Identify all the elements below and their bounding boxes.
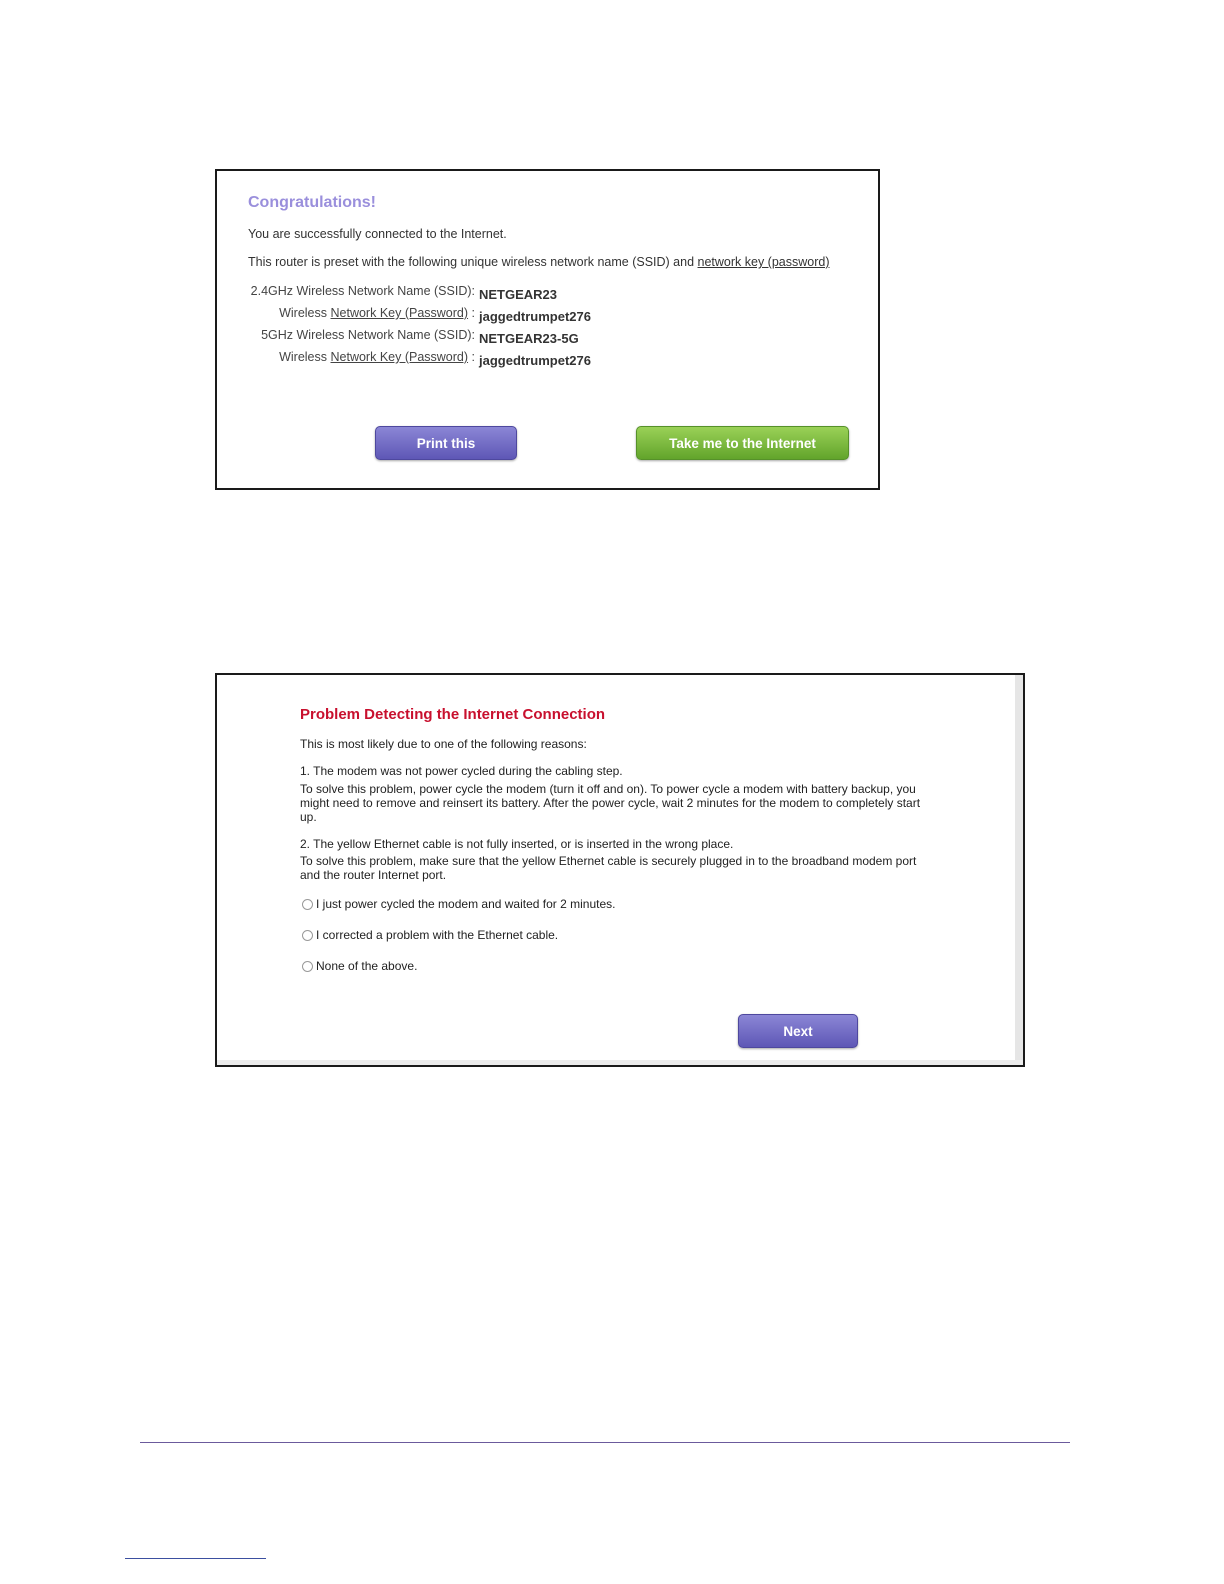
key-5ghz-label-suffix: :	[468, 350, 475, 364]
network-key-link[interactable]: network key (password)	[697, 255, 830, 269]
option-none-of-above[interactable]	[302, 959, 417, 973]
connected-message: You are successfully connected to the Internet.	[248, 227, 507, 241]
problem-intro: This is most likely due to one of the following reasons:	[300, 737, 587, 751]
key-24ghz-label-suffix: :	[468, 306, 475, 320]
ssid-24ghz-value: NETGEAR23	[479, 287, 558, 302]
problem-detecting-panel	[215, 673, 1025, 1067]
ssid-5ghz-label	[261, 328, 475, 342]
key-5ghz-label	[279, 350, 475, 364]
reason2-heading: 2. The yellow Ethernet cable is not fully inserted, or is inserted in the wrong place.	[300, 837, 734, 851]
key-24ghz-value: jaggedtrumpet276	[479, 309, 591, 324]
ssid-24ghz-label-text: 2.4GHz Wireless Network Name (SSID):	[250, 284, 475, 298]
option-none-of-above-label: None of the above.	[316, 959, 418, 973]
next-button[interactable]: Next	[738, 1014, 858, 1048]
key-5ghz-label-prefix: Wireless	[279, 350, 331, 364]
ssid-24ghz-label	[251, 284, 475, 298]
option-ethernet-corrected[interactable]	[302, 928, 558, 942]
key-5ghz-value: jaggedtrumpet276	[479, 353, 591, 368]
key-5ghz-link[interactable]: Network Key (Password)	[330, 350, 469, 364]
footer-divider	[140, 1442, 1070, 1443]
scrollbar[interactable]	[1015, 675, 1023, 1065]
print-this-button[interactable]: Print this	[375, 426, 517, 460]
option-power-cycled-label: I just power cycled the modem and waited for 2 minutes.	[316, 897, 616, 911]
key-24ghz-link[interactable]: Network Key (Password)	[330, 306, 469, 320]
preset-message	[248, 255, 830, 269]
key-24ghz-label-prefix: Wireless	[279, 306, 331, 320]
radio-button-icon[interactable]	[302, 899, 313, 910]
preset-message-text: This router is preset with the following unique wireless network name (SSID) and	[248, 255, 698, 269]
ssid-5ghz-label-text: 5GHz Wireless Network Name (SSID):	[261, 328, 475, 342]
panel-bottom-edge	[217, 1060, 1023, 1065]
take-me-to-internet-button[interactable]: Take me to the Internet	[636, 426, 849, 460]
congratulations-title: Congratulations!	[248, 194, 376, 211]
footnote-divider	[125, 1558, 266, 1559]
option-ethernet-corrected-label: I corrected a problem with the Ethernet cable.	[316, 928, 559, 942]
reason1-heading: 1. The modem was not power cycled during the cabling step.	[300, 764, 623, 778]
congratulations-panel	[215, 169, 880, 490]
radio-button-icon[interactable]	[302, 930, 313, 941]
reason2-body: To solve this problem, make sure that the yellow Ethernet cable is securely plugged in to the broadband modem port and the router Internet port.	[300, 854, 917, 882]
ssid-5ghz-value: NETGEAR23-5G	[479, 331, 579, 346]
option-power-cycled[interactable]	[302, 897, 615, 911]
key-24ghz-label	[279, 306, 475, 320]
problem-title: Problem Detecting the Internet Connection	[300, 706, 606, 723]
radio-button-icon[interactable]	[302, 961, 313, 972]
reason1-body: To solve this problem, power cycle the modem (turn it off and on). To power cycle a modem with battery backup, you might need to remove and reinsert its battery. After the power cycle, wait 2 minutes for the modem to completely start up.	[300, 782, 921, 824]
